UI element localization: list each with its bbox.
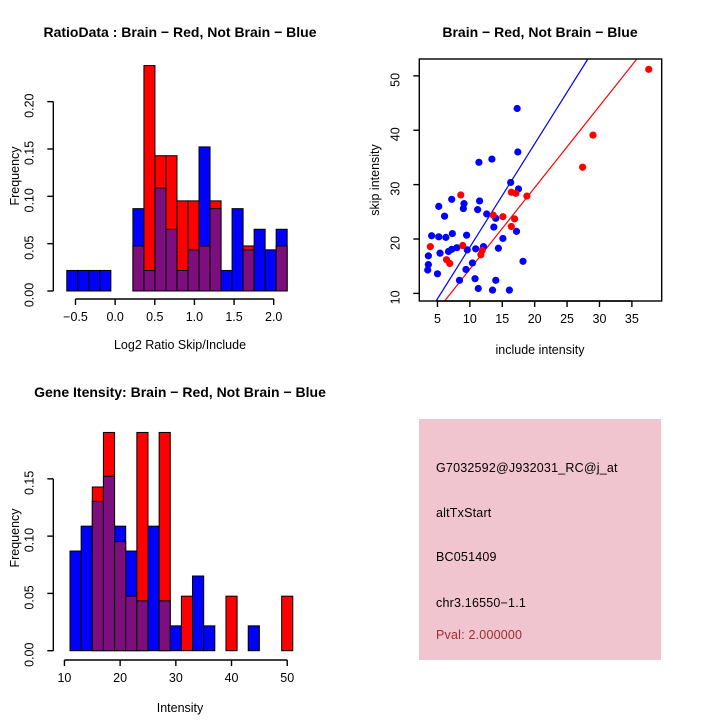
histogram-bar	[89, 270, 100, 291]
histogram-bar	[248, 626, 259, 651]
histogram-bar	[282, 596, 293, 651]
scatter-point-blue	[495, 245, 502, 252]
intensity-scatter-plot	[360, 0, 720, 360]
scatter-point-blue	[514, 148, 521, 155]
scatter-point-red	[427, 243, 434, 250]
scatter-point-blue	[456, 277, 463, 284]
gene-intensity-histogram-title: Gene Itensity: Brain − Red, Not Brain − Blue	[34, 384, 326, 400]
scatter-point-blue	[488, 155, 495, 162]
scatter-point-red	[645, 66, 652, 73]
x-tick-label: 10	[57, 671, 72, 685]
histogram-overlap-bar	[137, 601, 148, 651]
scatter-point-blue	[434, 270, 441, 277]
histogram-bar	[81, 526, 92, 651]
histogram-overlap-bar	[243, 250, 254, 291]
scatter-point-blue	[436, 250, 443, 257]
scatter-point-blue	[425, 252, 432, 259]
x-tick-label: 30	[168, 671, 183, 685]
panel-intensity-scatter	[360, 0, 720, 360]
histogram-bar	[221, 270, 232, 291]
y-tick-label: 50	[388, 72, 403, 87]
x-tick-label: 30	[592, 312, 607, 326]
y-tick-label: 0.10	[22, 188, 37, 213]
x-tick-label: 10	[462, 312, 477, 326]
histogram-bar	[148, 526, 159, 651]
panel-ratio-histogram	[0, 0, 360, 360]
event-type-text: altTxStart	[436, 506, 492, 520]
scatter-point-blue	[435, 233, 442, 240]
gene-intensity-histogram-ylabel: Frequency	[8, 508, 22, 568]
histogram-overlap-bar	[126, 596, 137, 651]
scatter-point-blue	[424, 266, 431, 273]
gene-intensity-histogram-xlabel: Intensity	[156, 701, 204, 715]
y-tick-label: 0.20	[22, 93, 37, 118]
intensity-scatter-ylabel: skip intensity	[368, 144, 382, 216]
panel-gene-intensity-histogram	[0, 360, 360, 720]
y-tick-label: 0.05	[22, 585, 37, 610]
x-tick-label: 0.5	[146, 310, 164, 324]
scatter-point-blue	[476, 197, 483, 204]
scatter-point-red	[512, 190, 519, 197]
histogram-overlap-bar	[92, 501, 103, 650]
y-tick-label: 20	[388, 236, 403, 250]
gene-intensity-histogram-plot	[0, 360, 360, 720]
x-tick-label: 35	[624, 312, 639, 326]
x-tick-label: 40	[224, 671, 239, 685]
x-tick-label: 15	[495, 312, 510, 326]
scatter-point-blue	[475, 159, 482, 166]
intensity-scatter-title: Brain − Red, Not Brain − Blue	[442, 24, 638, 40]
x-tick-label: 20	[113, 671, 128, 685]
scatter-point-blue	[499, 235, 506, 242]
scatter-point-blue	[435, 203, 442, 210]
scatter-point-red	[477, 251, 484, 258]
locus-text: chr3.16550−1.1	[436, 596, 527, 610]
y-tick-label: 0.15	[22, 140, 37, 166]
histogram-overlap-bar	[166, 229, 177, 291]
x-tick-label: 0.0	[106, 310, 124, 324]
histogram-bar	[70, 551, 81, 651]
scatter-point-blue	[462, 266, 469, 273]
scatter-point-blue	[475, 285, 482, 292]
probe-id-text: G7032592@J932031_RC@j_at	[436, 461, 618, 475]
scatter-point-red	[459, 242, 466, 249]
scatter-point-red	[511, 215, 518, 222]
scatter-point-blue	[519, 258, 526, 265]
histogram-overlap-bar	[115, 542, 126, 651]
scatter-point-blue	[469, 259, 476, 266]
intensity-scatter-xlabel: include intensity	[495, 343, 585, 357]
histogram-overlap-bar	[133, 246, 144, 291]
ratio-histogram-title: RatioData : Brain − Red, Not Brain − Blue	[43, 24, 317, 40]
scatter-point-blue	[471, 275, 478, 282]
histogram-bar	[67, 270, 78, 291]
x-tick-label: 2.0	[265, 310, 283, 324]
scatter-point-red	[446, 260, 453, 267]
scatter-point-blue	[449, 230, 456, 237]
histogram-bar	[100, 270, 111, 291]
histogram-overlap-bar	[210, 209, 221, 291]
histogram-overlap-bar	[159, 601, 170, 651]
y-tick-label: 40	[388, 127, 403, 142]
x-tick-label: 20	[527, 312, 542, 326]
scatter-point-blue	[463, 232, 470, 239]
scatter-point-blue	[448, 196, 455, 203]
scatter-point-blue	[472, 245, 479, 252]
histogram-overlap-bar	[276, 246, 287, 291]
scatter-point-red	[499, 213, 506, 220]
scatter-point-blue	[474, 206, 481, 213]
scatter-point-blue	[442, 234, 449, 241]
scatter-point-red	[457, 191, 464, 198]
scatter-point-blue	[483, 210, 490, 217]
scatter-point-blue	[445, 248, 452, 255]
histogram-overlap-bar	[103, 476, 114, 650]
y-tick-label: 10	[388, 290, 403, 305]
x-tick-label: 25	[560, 312, 575, 326]
y-tick-label: 0.05	[22, 235, 37, 260]
histogram-overlap-bar	[188, 250, 199, 291]
histogram-bar	[193, 576, 204, 651]
x-tick-label: 5	[433, 312, 441, 326]
histogram-bar	[78, 270, 89, 291]
accession-text: BC051409	[436, 550, 497, 564]
x-tick-label: 50	[280, 671, 295, 685]
info-box	[419, 419, 661, 660]
x-tick-label: −0.5	[63, 310, 88, 324]
panel-info-box	[360, 360, 720, 720]
scatter-point-red	[508, 223, 515, 230]
scatter-point-blue	[489, 287, 496, 294]
scatter-point-red	[490, 211, 497, 218]
x-tick-label: 1.5	[225, 310, 243, 324]
histogram-bar	[181, 596, 192, 651]
scatter-point-blue	[514, 105, 521, 112]
histogram-overlap-bar	[155, 188, 166, 291]
y-tick-label: 0.15	[22, 470, 37, 496]
scatter-point-red	[579, 164, 586, 171]
y-tick-label: 0.00	[22, 282, 37, 308]
histogram-bar	[226, 596, 237, 651]
scatter-point-blue	[507, 179, 514, 186]
ratio-histogram-xlabel: Log2 Ratio Skip/Include	[113, 338, 247, 352]
scatter-point-blue	[492, 277, 499, 284]
scatter-point-red	[589, 132, 596, 139]
scatter-point-blue	[506, 287, 513, 294]
histogram-overlap-bar	[199, 246, 210, 291]
scatter-point-blue	[490, 223, 497, 230]
histogram-overlap-bar	[144, 270, 155, 291]
y-tick-label: 0.10	[22, 527, 37, 553]
histogram-bar	[232, 209, 243, 291]
y-tick-label: 0.00	[22, 642, 37, 667]
histogram-bar	[254, 229, 265, 291]
ratio-histogram-plot	[0, 0, 360, 360]
ratio-histogram-ylabel: Frequency	[8, 146, 22, 206]
pval-text: Pval: 2.000000	[436, 628, 523, 642]
histogram-bar	[144, 66, 155, 291]
histogram-bar	[204, 626, 215, 651]
histogram-bar	[265, 250, 276, 291]
scatter-point-blue	[441, 213, 448, 220]
scatter-point-blue	[460, 205, 467, 212]
histogram-bar	[170, 626, 181, 651]
scatter-point-blue	[428, 232, 435, 239]
histogram-overlap-bar	[177, 270, 188, 291]
x-tick-label: 1.0	[185, 310, 204, 324]
y-tick-label: 30	[388, 181, 403, 196]
scatter-point-red	[523, 192, 530, 199]
